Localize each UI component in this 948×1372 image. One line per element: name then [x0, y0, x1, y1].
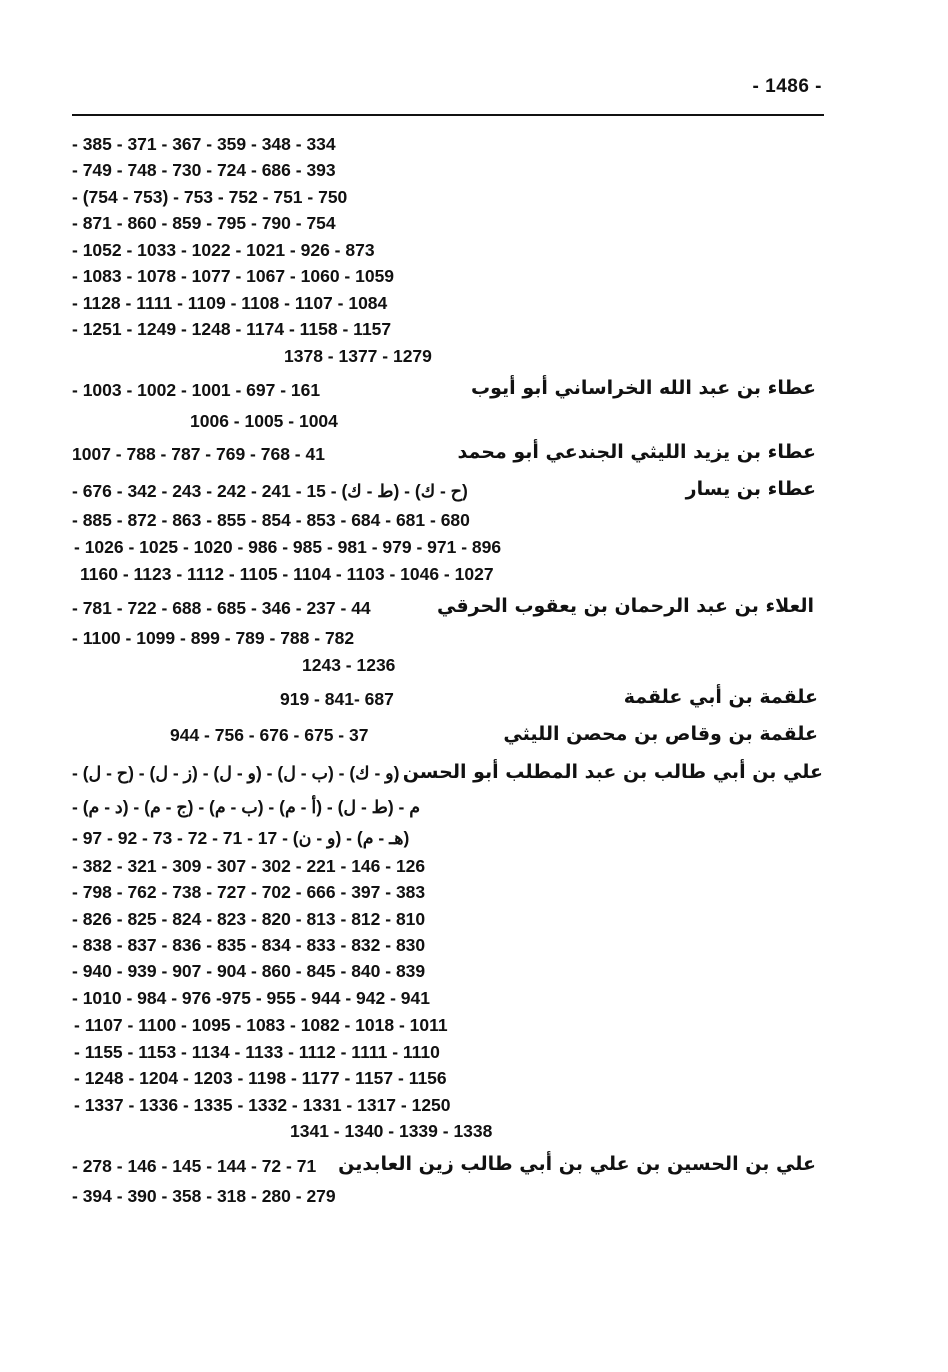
entry-name: العلاء بن عبد الرحمان بن يعقوب الحرقي	[437, 595, 814, 617]
entry-name: علقمة بن أبي علقمة	[623, 686, 818, 708]
index-line: - 838 - 837 - 836 - 835 - 834 - 833 - 832 - 830	[72, 935, 426, 955]
index-line: 1243 - 1236	[302, 655, 396, 675]
index-line: - 1155 - 1153 - 1134 - 1133 - 1112 - 1111 - 1110	[74, 1042, 440, 1062]
entry-name: علقمة بن وقاص بن محصن الليثي	[503, 723, 818, 745]
index-line: 1160 - 1123 - 1112 - 1105 - 1104 - 1103 - 1046 - 1027	[80, 564, 494, 584]
index-line: 944 - 756 - 676 - 675 - 37	[170, 725, 369, 745]
index-line: - 940 - 939 - 907 - 904 - 860 - 845 - 840 - 839	[72, 961, 426, 981]
index-line: - 278 - 146 - 145 - 144 - 72 - 71	[72, 1156, 317, 1176]
index-line: - 385 - 371 - 367 - 359 - 348 - 334	[72, 134, 336, 154]
index-line: - 1337 - 1336 - 1335 - 1332 - 1331 - 1317 - 1250	[74, 1095, 451, 1115]
index-line: - 885 - 872 - 863 - 855 - 854 - 853 - 684 - 681 - 680	[72, 510, 470, 530]
index-line: - 1248 - 1204 - 1203 - 1198 - 1177 - 1157 - 1156	[74, 1068, 447, 1088]
index-line: - (ح - ل) - (ز - ل) - (و - ل) - (ب - ل) - (و - ك)	[72, 763, 400, 783]
index-line: - 1251 - 1249 - 1248 - 1174 - 1158 - 1157	[72, 319, 392, 339]
page-number: - 1486 -	[752, 76, 822, 97]
index-line: - 826 - 825 - 824 - 823 - 820 - 813 - 812 - 810	[72, 909, 426, 929]
index-line: 1378 - 1377 - 1279	[284, 346, 432, 366]
index-line: 1341 - 1340 - 1339 - 1338	[290, 1121, 493, 1141]
index-line: 919 - 841- 687	[280, 689, 394, 709]
index-line: - 781 - 722 - 688 - 685 - 346 - 237 - 44	[72, 598, 371, 618]
entry-name: عطاء بن يزيد الليثي الجندعي أبو محمد	[457, 441, 816, 463]
index-line: - 1026 - 1025 - 1020 - 986 - 985 - 981 - 979 - 971 - 896	[74, 537, 502, 557]
index-line: - 1003 - 1002 - 1001 - 697 - 161	[72, 380, 321, 400]
header-rule	[72, 114, 824, 116]
index-line: - 394 - 390 - 358 - 318 - 280 - 279	[72, 1186, 336, 1206]
index-line: - 97 - 92 - 73 - 72 - 71 - 17 - (و - ن) - (هـ - م)	[72, 828, 410, 848]
entry-name: عطاء بن عبد الله الخراساني أبو أيوب	[471, 377, 816, 399]
index-line: - 871 - 860 - 859 - 795 - 790 - 754	[72, 213, 336, 233]
index-line: - 1052 - 1033 - 1022 - 1021 - 926 - 873	[72, 240, 375, 260]
entry-name: علي بن الحسين بن علي بن أبي طالب زين العابدين	[338, 1153, 816, 1175]
index-line: - 676 - 342 - 243 - 242 - 241 - 15 - (ط - ك) - (ح - ك)	[72, 481, 468, 501]
index-line: 1006 - 1005 - 1004	[190, 411, 338, 431]
index-line: 1007 - 788 - 787 - 769 - 768 - 41	[72, 444, 325, 464]
index-line: - 1128 - 1111 - 1109 - 1108 - 1107 - 1084	[72, 293, 388, 313]
index-line: - 749 - 748 - 730 - 724 - 686 - 393	[72, 160, 336, 180]
index-line: - 1100 - 1099 - 899 - 789 - 788 - 782	[72, 628, 355, 648]
index-line: - (754 - 753) - 753 - 752 - 751 - 750	[72, 187, 348, 207]
index-line: - 1010 - 984 - 976 -975 - 955 - 944 - 942 - 941	[72, 988, 431, 1008]
entry-name: علي بن أبي طالب بن عبد المطلب أبو الحسن	[402, 761, 823, 783]
entry-name: عطاء بن يسار	[685, 478, 816, 500]
index-line: - 382 - 321 - 309 - 307 - 302 - 221 - 146 - 126	[72, 856, 426, 876]
index-line: - 1107 - 1100 - 1095 - 1083 - 1082 - 1018 - 1011	[74, 1015, 448, 1035]
index-line: - 1083 - 1078 - 1077 - 1067 - 1060 - 1059	[72, 266, 395, 286]
index-line: - 798 - 762 - 738 - 727 - 702 - 666 - 397 - 383	[72, 882, 426, 902]
index-line: - (د - م) - (ج - م) - (ب - م) - (أ - م) - م - (ط - ل)	[72, 797, 421, 817]
